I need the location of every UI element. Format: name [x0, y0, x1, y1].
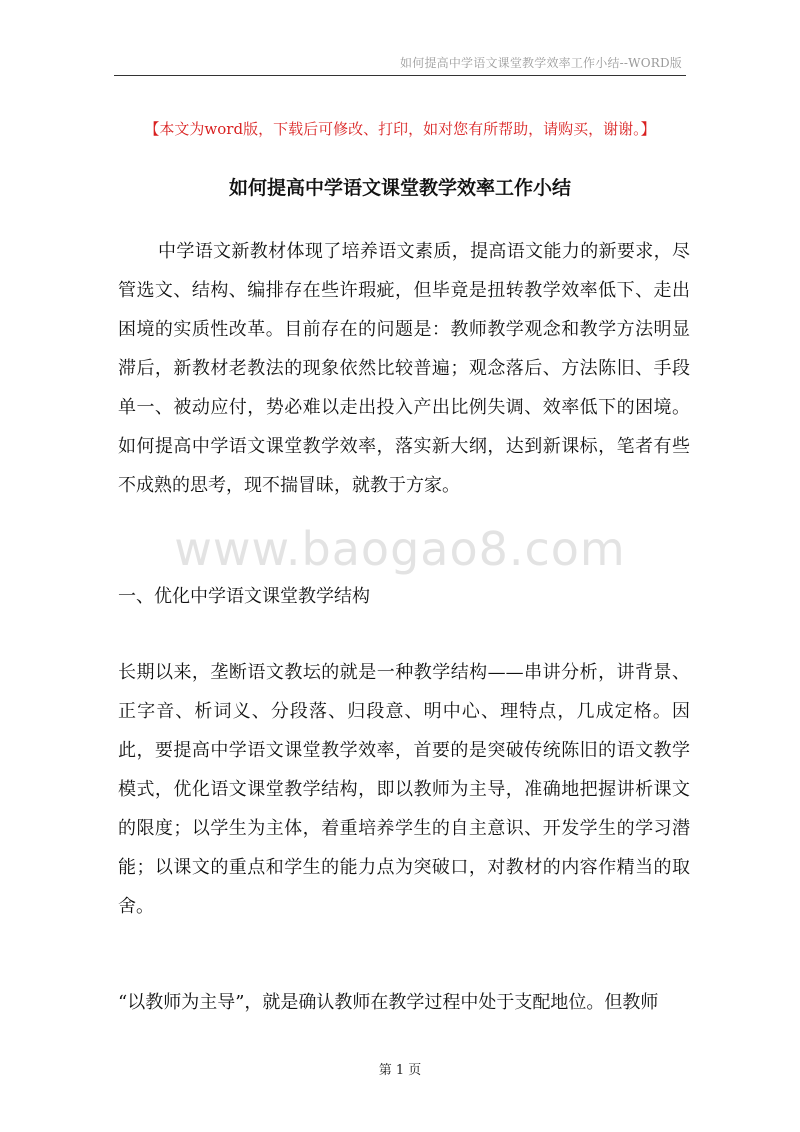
watermark: www.baogao8.com: [174, 522, 626, 576]
body-paragraph: “以教师为主导”，就是确认教师在教学过程中处于支配地位。但教师: [118, 992, 659, 1013]
document-title: 如何提高中学语文课堂教学效率工作小结: [228, 177, 571, 199]
intro-paragraph: 中学语文新教材体现了培养语文素质，提高语文能力的新要求，尽管选文、结构、编排存在些许瑕疵，但毕竟是扭转教学效率低下、走出困境的实质性改革。目前存在的问题是：教师教学观念和教学方法明显滞后，新教材老教法的现象依然比较普遍；观念落后、方法陈旧、手段单一、被动应付，势必难以走出投入产出比例失调、效率低下的困境。如何提高中学语文课堂教学效率，落实新大纲，达到新课标，笔者有些不成熟的思考，现不揣冒昧，就教于方家。: [118, 241, 690, 496]
body-paragraph: 长期以来，垄断语文教坛的就是一种教学结构——串讲分析，讲背景、正字音、析词义、分段落、归段意、明中心、理特点，几成定格。因此，要提高中学语文课堂教学效率，首要的是突破传统陈旧的语文教学模式，优化语文课堂教学结构，即以教师为主导，准确地把握讲析课文的限度；以学生为主体，着重培养学生的自主意识、开发学生的学习潜能；以课文的重点和学生的能力点为突破口，对教材的内容作精当的取舍。: [118, 662, 690, 917]
header-divider: [114, 75, 686, 76]
page-number: 第 1 页: [378, 1063, 422, 1078]
download-notice: 【本文为word版，下载后可修改、打印，如对您有所帮助，请购买，谢谢。】: [144, 120, 656, 138]
section-heading: 一、优化中学语文课堂教学结构: [118, 586, 370, 607]
running-header-title: 如何提高中学语文课堂教学效率工作小结--WORD版: [400, 56, 682, 70]
